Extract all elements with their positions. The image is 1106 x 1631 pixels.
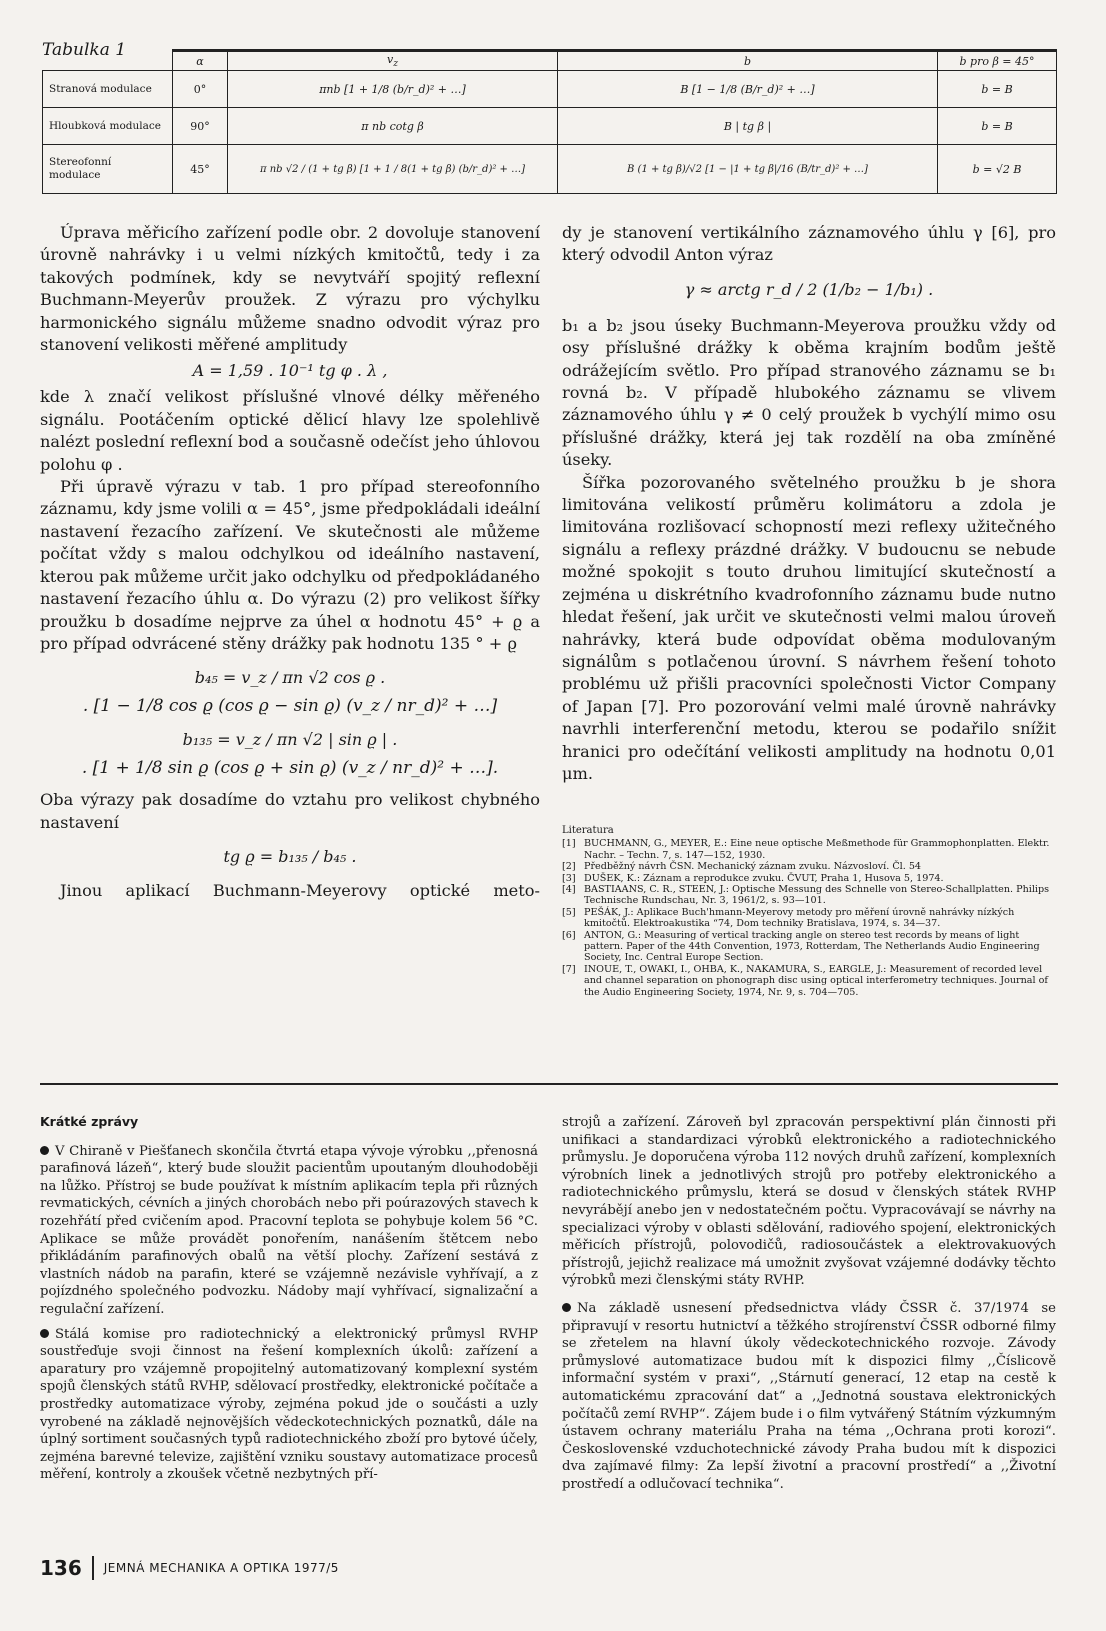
section-divider [40, 1083, 1058, 1085]
paragraph: dy je stanovení vertikálního záznamového úhlu γ [6], pro který odvodil Anton výraz [562, 223, 1056, 265]
header-alpha: α [173, 51, 228, 71]
references [562, 825, 1056, 998]
cell-vz: π nb cotg β [228, 108, 558, 145]
formula-gamma: γ ≈ arctg r_d / 2 (1/b₂ − 1/b₁) . [684, 279, 934, 299]
reference-item: [4] BASTIAANS, C. R., STEEN, J.: Optische Messung des Schnelle von Stereo-Schallplatten. Philips Technische Rundschau, Nr. 3, 1961/2, s. 93—101. [562, 884, 1050, 907]
news-item: Na základě usnesení předsednictva vlády ČSSR č. 37/1974 se připravují v resortu hutnictví a těžkého strojírenství ČSSR odborné filmy se zřetelem na hlavní úkoly vědeckotechnického rozvoje. Závody průmyslové automatizace budou mít k dispozici filmy ,,Číslicově informační systém v praxi“, ,,Stárnutí generací, 12 etap na cestě k automatickému zpracování dat“ a ,,Jednotná soustava elektronických počítačů zemí RVHP“. Zájem bude i o film vytvářený Státním výzkumným ústavem ochrany materiálu Praha na téma ,,Ochrana proti korozi“. Československé vzduchotechnické závody Praha budou mít k dispozici dva zajímavé filmy: Za lepší životní a pracovní prostředí“ a ,,Životní prostředí a odlučovací technika“. [562, 1300, 1056, 1492]
news-item: V Chiraně v Piešťanech skončila čtvrtá etapa vývoje výrobku ,,přenosná parafinová lázeň“, který bude sloužit pacientům upoutaným dlouhodoběji na lůžko. Přístroj se bude používat k místním aplikacím tepla při různých revmatických, cévních a jiných chorobách nebo při poúrazových stavech k rozehřátí před cvičením apod. Pracovní teplota se pohybuje kolem 56 °C. Aplikace se může provádět ponořením, nanášením štětcem nebo přikládáním parafinových obalů na větší plochy. Zařízení sestává z vlastních nádob na parafin, které se vzájemně nezávisle vyhřívají, a z pojízdného společného podvozku. Nádoby mají vyhřívací, signalizační a regulační zařízení. [40, 1143, 538, 1317]
paragraph: Úprava měřicího zařízení podle obr. 2 dovoluje stanovení úrovně nahrávky i u velmi nízkých kmitočtů, tedy i za takových podmínek, kdy se nevytváří spojitý reflexní Buchmann-Meyerův proužek. Z výrazu pro výchylku harmonického signálu můžeme snadno odvodit výraz pro stanovení velikosti měřené amplitudy [40, 223, 540, 355]
page-footer [40, 1556, 339, 1580]
paragraph: kde λ značí velikost příslušné vlnové délky měřeného signálu. Pootáčením optické dělicí hlavy lze spolehlivě nalézt poslední reflexní bod a současně odečíst jeho úhlovou polohu φ . [40, 387, 540, 474]
formula-b135: b₁₃₅ = v_z / πn √2 | sin ϱ | . [182, 730, 398, 750]
table-header-row [43, 51, 1057, 71]
cell-vz: π nb √2 / (1 + tg β) [1 + 1 / 8(1 + tg β) (b/r_d)² + …] [228, 145, 558, 194]
page-number: 136 [40, 1556, 82, 1580]
references-heading: Literatura [562, 825, 614, 836]
footer-divider [92, 1556, 94, 1580]
formula-tg-rho: tg ϱ = b₁₃₅ / b₄₅ . [223, 847, 357, 867]
news-right-column [562, 1114, 1056, 1493]
paragraph: Při úpravě výrazu v tab. 1 pro případ stereofonního záznamu, kdy jsme volili α = 45°, jsme předpokládali ideální nastavení řezacího zařízení. Ve skutečnosti ale můžeme počítat vždy s malou odchylkou od ideálního nastavení, kterou pak můžeme určit jako odchylku od předpokládaného nastavení řezacího úhlu α. Do výrazu (2) pro velikost šířky proužku b dosadíme nejprve za úhel α hodnotu 45° + ϱ a pro případ odvrácené stěny drážky pak hodnotu 135 ° + ϱ [40, 477, 540, 653]
news-item-continuation: strojů a zařízení. Zároveň byl zpracován perspektivní plán činnosti při unifikaci a standardizaci výrobků elektronického a radiotechnického průmyslu. Je doporučena výroba 112 nových druhů zařízení, komplexních výrobních linek a jednotlivých strojů pro potřeby elektronického a radiotechnického průmyslu, která se dosud v členských státek RVHP nevyrábějí anebo jen v nedostatečném počtu. Vypracovávají se návrhy na specializaci výroby v oblasti sdělování, radiového spojení, elektronických měřicích přístrojů, polovodičů, radiosoučástek a elektrovakuových přístrojů, jejichž realizace má umožnit zvyšovat vzájemné dodávky těchto výrobků mezi členskými státy RVHP. [562, 1115, 1056, 1289]
header-b: b [558, 51, 938, 71]
cell-alpha: 0° [173, 71, 228, 108]
bullet-icon [40, 1146, 49, 1155]
left-column [40, 222, 540, 903]
bullet-icon [562, 1303, 571, 1312]
cell-b45: b = B [938, 108, 1057, 145]
row-label: Stranová modulace [43, 71, 173, 108]
formula-b45-bracket: . [1 − 1/8 cos ϱ (cos ϱ − sin ϱ) (v_z / nr_d)² + …] [82, 696, 498, 717]
reference-item: [5] PEŠÁK, J.: Aplikace Buch'hmann-Meyerovy metody pro měření úrovně nahrávky nízkých kmitočtů. Elektroakustika “74, Dom techniky Bratislava, 1974, s. 34—37. [562, 906, 1015, 930]
reference-item: [6] ANTON, G.: Measuring of vertical tracking angle on stereo test records by means of light pattern. Paper of the 44th Convention, 1973, Rotterdam, The Netherlands Audio Engineering Society, Inc. Central Europe Section. [562, 929, 1040, 964]
cell-vz: πnb [1 + 1/8 (b/r_d)² + …] [228, 71, 558, 108]
table-row [43, 145, 1057, 194]
row-label: Stereofonní modulace [43, 145, 173, 194]
paragraph: b₁ a b₂ jsou úseky Buchmann-Meyerova proužku vždy od osy příslušné drážky k oběma krajním bodům ještě odrážejícím světlo. Pro případ stranového záznamu se b₁ rovná b₂. V případě hlubokého záznamu se vlivem záznamového úhlu γ ≠ 0 celý proužek b vychýlí mimo osu příslušné drážky, která jej tak rozdělí na oba zmíněné úseky. [562, 315, 1056, 470]
paragraph: Oba výrazy pak dosadíme do vztahu pro velikost chybného nastavení [40, 790, 540, 832]
paragraph: Jinou aplikací Buchmann-Meyerovy optické meto- [60, 881, 540, 901]
table-caption: Tabulka 1 [42, 40, 127, 60]
news-heading: Krátké zprávy [40, 1114, 139, 1129]
table-1 [42, 49, 1057, 194]
formula-b45: b₄₅ = v_z / πn √2 cos ϱ . [194, 668, 386, 688]
paragraph: Šířka pozorovaného světelného proužku b je shora limitována velikostí průměru kolimátoru a zdola je limitována rozlišovací schopností mezi reflexy užitečného signálu a reflexy prázdné drážky. V budoucnu se nebude možné spokojit s touto druhou limitující skutečností a zejména u diskrétního kvadrofonního záznamu bude nutno hledat řešení, jak určit ve skutečnosti velmi malou úroveň nahrávky, která bude odpovídat oběma modulovaným signálům s potlačenou úrovní. S návrhem řešení tohoto problému už přišli pracovníci společnosti Victor Company of Japan [7]. Pro pozorování velmi malé úrovně nahrávky navrhli interferenční metodu, kterou se podařilo snížit hranici pro odečítání velikosti amplitudy na hodnotu 0,01 μm. [562, 472, 1056, 783]
cell-b45: b = √2 B [938, 145, 1057, 194]
cell-b45: b = B [938, 71, 1057, 108]
reference-item: [7] INOUE, T., OWAKI, I., OHBA, K., NAKAMURA, S., EARGLE, J.: Measurement of recorded level and channel separation on phonograph disc using optical interferometry techniques. Journal of the Audio Engineering Society, 1974, Nr. 9, s. 704—705. [562, 963, 1048, 998]
table-row [43, 108, 1057, 145]
cell-b: B [1 − 1/8 (B/r_d)² + …] [558, 71, 938, 108]
reference-item: [1] BUCHMANN, G., MEYER, E.: Eine neue optische Meßmethode für Grammophonplatten. Elektr. Nachr. – Techn. 7, s. 147—152, 1930. [562, 838, 1050, 861]
cell-b: B (1 + tg β)/√2 [1 − |1 + tg β|/16 (B/tr_d)² + …] [558, 145, 938, 194]
news-item: Stálá komise pro radiotechnický a elektronický průmysl RVHP soustřeďuje svoji činnost na řešení komplexních úkolů: zařízení a aparatury pro vzájemně propojitelný automatizovaný komplexní systém spojů členských států RVHP, sdělovací prostředky, elektronické počítače a prostředky automatizace výroby, zejména pokud jde o součásti a uzly vyrobené na základě nejnovějších vědeckotechnických poznatků, dále na úplný sortiment současných typů radiotechnického zboží pro bytové účely, zejména barevné televize, zajištění vzniku soustavy automatizace procesů měření, kontroly a zkoušek včetně nezbytných pří- [40, 1326, 538, 1483]
right-column [562, 222, 1056, 785]
reference-item: [2] Předběžný návrh ČSN. Mechanický záznam zvuku. Názvosloví. Čl. 54 [562, 861, 922, 873]
header-b45: b pro β = 45° [938, 51, 1057, 71]
cell-alpha: 45° [173, 145, 228, 194]
header-vz: $v_z$ [228, 51, 558, 71]
table-row [43, 71, 1057, 108]
bullet-icon [40, 1329, 49, 1338]
cell-alpha: 90° [173, 108, 228, 145]
formula-amplitude: A = 1,59 . 10⁻¹ tg φ . λ , [192, 361, 388, 381]
cell-b: B | tg β | [558, 108, 938, 145]
reference-item: [3] DUŠEK, K.: Záznam a reprodukce zvuku. ČVUT, Praha 1, Husova 5, 1974. [562, 872, 944, 884]
row-label: Hloubková modulace [43, 108, 173, 145]
journal-name: JEMNÁ MECHANIKA A OPTIKA 1977/5 [103, 1561, 339, 1575]
formula-b135-bracket: . [1 + 1/8 sin ϱ (cos ϱ + sin ϱ) (v_z / nr_d)² + …]. [81, 758, 499, 779]
news-left-column [40, 1113, 538, 1484]
